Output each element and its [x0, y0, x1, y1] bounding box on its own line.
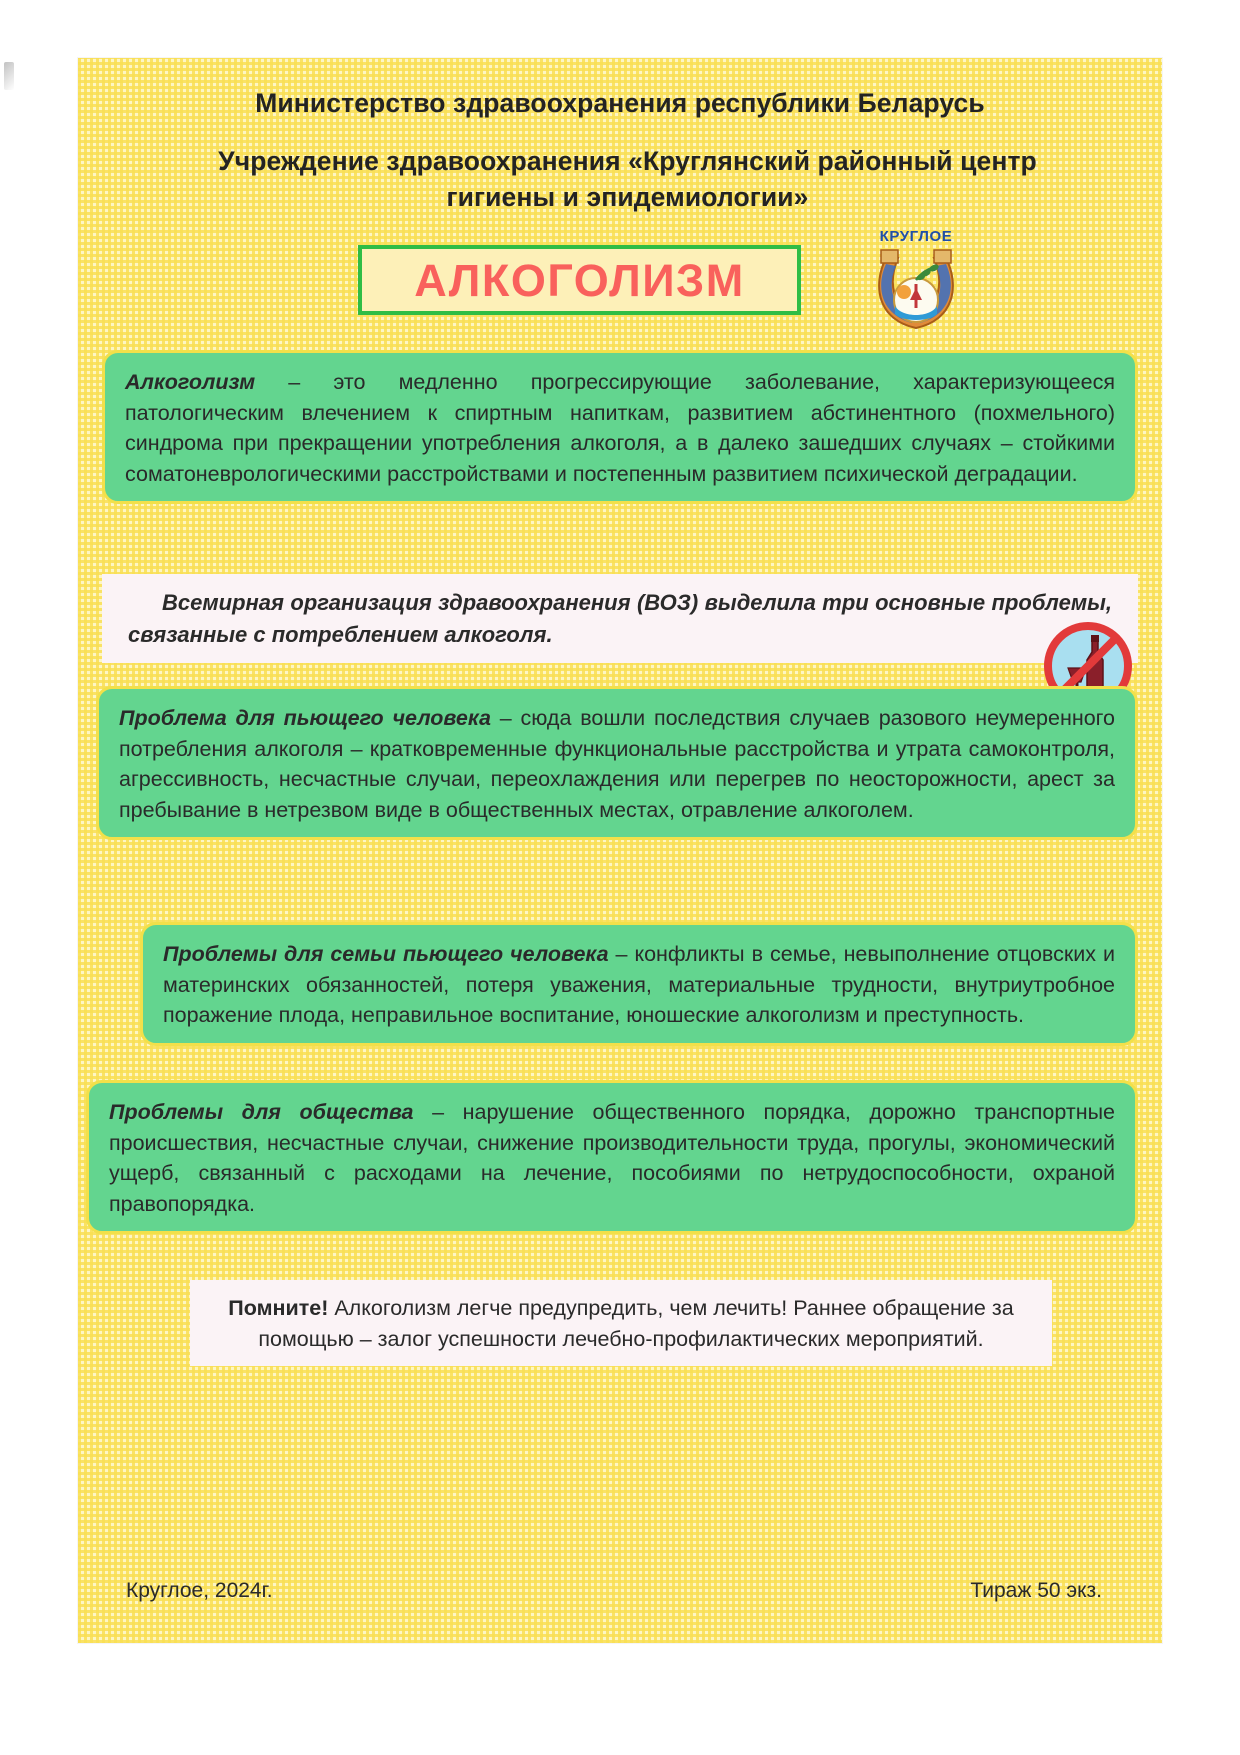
who-statement-block [102, 574, 1138, 663]
drinker-lead: Проблема для пьющего человека [119, 706, 491, 730]
footer-place-year: Круглое, 2024г. [126, 1579, 273, 1602]
remember-lead: Помните! [228, 1296, 329, 1320]
society-paragraph [109, 1097, 1115, 1219]
ministry-heading: Министерство здравоохранения республики Беларусь [255, 88, 985, 118]
family-problems-block [140, 922, 1138, 1046]
drinker-body: – сюда вошли последствия случаев разового неумеренного потребления алкоголя – кратковременные функциональные расстройства и утрата самоконтроля, агрессивность, несчастные случаи, переохлаждения или перегрев по неосторожности, арест за пребывание в нетрезвом виде в общественных местах, отравление алкоголем. [119, 706, 1115, 822]
drinker-problems-block [96, 686, 1138, 840]
society-problems-block [86, 1080, 1138, 1234]
society-body: – нарушение общественного порядка, дорожно транспортные происшествия, несчастные случаи, снижение производительности труда, прогулы, экономический ущерб, связанный с расходами на лечение, пособиями по нетрудоспособности, охраной правопорядка. [109, 1100, 1115, 1216]
remember-body: Алкоголизм легче предупредить, чем лечить! Раннее обращение за помощью – залог успешности лечебно-профилактических мероприятий. [258, 1296, 1014, 1351]
drinker-paragraph [119, 703, 1115, 825]
definition-paragraph [125, 367, 1115, 489]
society-lead: Проблемы для общества [109, 1100, 414, 1124]
family-lead: Проблемы для семьи пьющего человека [163, 942, 609, 966]
definition-block [102, 350, 1138, 504]
who-statement-paragraph [128, 587, 1112, 651]
remember-paragraph [216, 1293, 1026, 1354]
emblem-caption: КРУГЛОЕ [879, 228, 953, 245]
remember-block [190, 1280, 1052, 1366]
kruglae-emblem [864, 228, 968, 338]
footer-circulation: Тираж 50 экз. [970, 1579, 1102, 1602]
page-title: АЛКОГОЛИЗМ [414, 254, 745, 306]
institution-heading: Учреждение здравоохранения «Круглянский районный центр гигиены и эпидемиологии» [218, 146, 1037, 212]
definition-body: – это медленно прогрессирующие заболевание, характеризующееся патологическим влечением к спиртным напиткам, развитием абстинентного (похмельного) синдрома при прекращении употребления алкоголя, а в далеко зашедших случаях – стойкими соматоневрологическими расстройствами и постепенным развитием психической деградации. [125, 370, 1115, 486]
poster-sheet [78, 58, 1162, 1643]
family-body: – конфликты в семье, невыполнение отцовских и материнских обязанностей, потеря уважения, материальные трудности, внутриутробное поражение плода, неправильное воспитание, юношеские алкоголизм и преступность. [163, 942, 1116, 1027]
definition-lead: Алкоголизм [125, 370, 256, 394]
page-edge-mark [4, 62, 14, 90]
family-paragraph [163, 939, 1115, 1031]
who-statement-text: Всемирная организация здравоохранения (ВОЗ) выделила три основные проблемы, связанные с потреблением алкоголя. [128, 590, 1112, 647]
poster-title-box [358, 245, 801, 315]
